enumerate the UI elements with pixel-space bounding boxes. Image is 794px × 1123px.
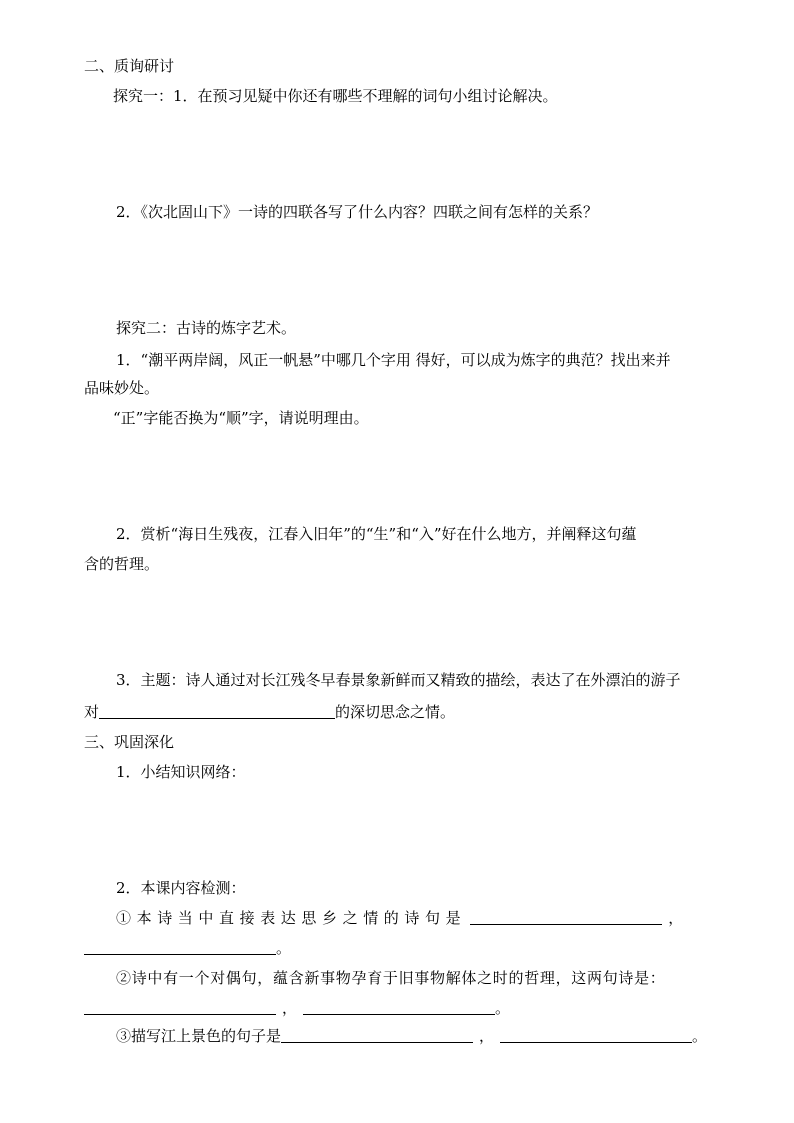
section3-item2: 2．本课内容检测：	[116, 879, 246, 897]
check-q1-end: 。	[276, 939, 292, 957]
check-q1-prefix: ①本诗当中直接表达思乡之情的诗句是	[116, 909, 467, 927]
explore2-title: 探究二：古诗的炼字艺术。	[116, 319, 297, 337]
explore1-question1: 探究一：1．在预习见疑中你还有哪些不理解的词句小组讨论解决。	[113, 87, 558, 105]
check-q1-line1	[116, 908, 683, 928]
check-q1-blank1[interactable]	[470, 908, 662, 925]
check-q2-blank2[interactable]	[303, 998, 495, 1015]
check-q1-line2	[84, 938, 291, 958]
explore2-q2-line2: 含的哲理。	[84, 555, 160, 573]
explore2-q1-line2: 品味妙处。	[84, 379, 160, 397]
explore2-q3-line2	[84, 702, 455, 722]
explore2-q1-line1: 1．“潮平两岸阔，风正一帆悬”中哪几个字用 得好，可以成为炼字的典范？找出来并	[116, 351, 671, 369]
check-q2-end: 。	[495, 999, 511, 1017]
check-q3-line	[116, 1026, 707, 1046]
explore2-q2-line1: 2．赏析“海日生残夜，江春入旧年”的“生”和“入”好在什么地方，并阐释这句蕴	[116, 525, 637, 543]
section3-item1: 1．小结知识网络：	[116, 763, 246, 781]
explore2-q1-sub: “正”字能否换为“顺”字，请说明理由。	[113, 409, 369, 427]
check-q2-line2	[84, 998, 510, 1018]
check-q3-end: 。	[692, 1027, 708, 1045]
q3-suffix: 的深切思念之情。	[335, 703, 456, 721]
check-q2-blank1[interactable]	[84, 998, 276, 1015]
check-q1-comma: ，	[668, 909, 684, 927]
explore2-q3-line1: 3．主题：诗人通过对长江残冬早春景象新鲜而又精致的描绘，表达了在外漂泊的游子	[116, 671, 681, 689]
check-q3-blank2[interactable]	[500, 1026, 692, 1043]
section-heading-2: 二、质询研讨	[84, 57, 175, 75]
section-heading-3: 三、巩固深化	[84, 733, 175, 751]
explore1-question2: 2．《次北固山下》一诗的四联各写了什么内容？四联之间有怎样的关系？	[116, 203, 599, 221]
check-q3-prefix: ③描写江上景色的句子是	[116, 1027, 282, 1045]
check-q3-comma: ，	[479, 1027, 495, 1045]
theme-blank[interactable]	[99, 702, 335, 719]
check-q3-blank1[interactable]	[281, 1026, 473, 1043]
q3-prefix: 对	[84, 703, 100, 721]
check-q1-blank2[interactable]	[84, 938, 276, 955]
check-q2-line1: ②诗中有一个对偶句，蕴含新事物孕育于旧事物解体之时的哲理，这两句诗是：	[116, 969, 666, 987]
check-q2-comma: ，	[282, 999, 298, 1017]
